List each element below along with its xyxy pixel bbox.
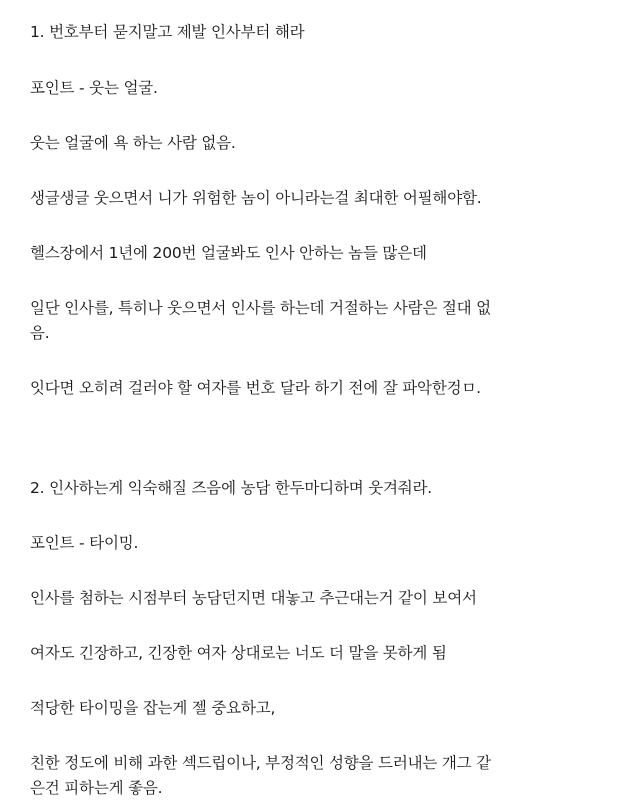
section-1-paragraph: 음. bbox=[30, 324, 50, 342]
section-1-paragraph: 웃는 얼굴에 욕 하는 사람 없음. bbox=[30, 134, 236, 152]
section-1-point: 포인트 - 웃는 얼굴. bbox=[30, 79, 158, 97]
section-1-paragraph: 잇다면 오히려 걸러야 할 여자를 번호 달라 하기 전에 잘 파악한겅ㅁ. bbox=[30, 379, 481, 397]
section-2-heading: 2. 인사하는게 익숙해질 즈음에 농담 한두마디하며 웃겨줘라. bbox=[30, 479, 433, 497]
section-2-paragraph: 인사를 첨하는 시점부터 농담던지면 대놓고 추근대는거 같이 보여서 bbox=[30, 589, 477, 607]
section-2-point: 포인트 - 타이밍. bbox=[30, 534, 139, 552]
section-2-paragraph: 은건 피하는게 좋음. bbox=[30, 779, 163, 797]
section-2-paragraph: 여자도 긴장하고, 긴장한 여자 상대로는 너도 더 말을 못하게 됨 bbox=[30, 644, 447, 662]
section-1-paragraph: 일단 인사를, 특히나 웃으면서 인사를 하는데 거절하는 사람은 절대 없 bbox=[30, 299, 491, 317]
section-2-paragraph: 적당한 타이밍을 잡는게 젤 중요하고, bbox=[30, 699, 276, 717]
section-1-paragraph: 생글생글 웃으면서 니가 위험한 놈이 아니라는걸 최대한 어필해야함. bbox=[30, 189, 482, 207]
section-1-heading: 1. 번호부터 묻지말고 제발 인사부터 해라 bbox=[30, 23, 305, 41]
section-1-paragraph: 헬스장에서 1년에 200번 얼굴봐도 인사 안하는 놈들 많은데 bbox=[30, 244, 427, 262]
section-2-paragraph: 친한 정도에 비해 과한 섹드립이나, 부정적인 성향을 드러내는 개그 같 bbox=[30, 754, 491, 772]
